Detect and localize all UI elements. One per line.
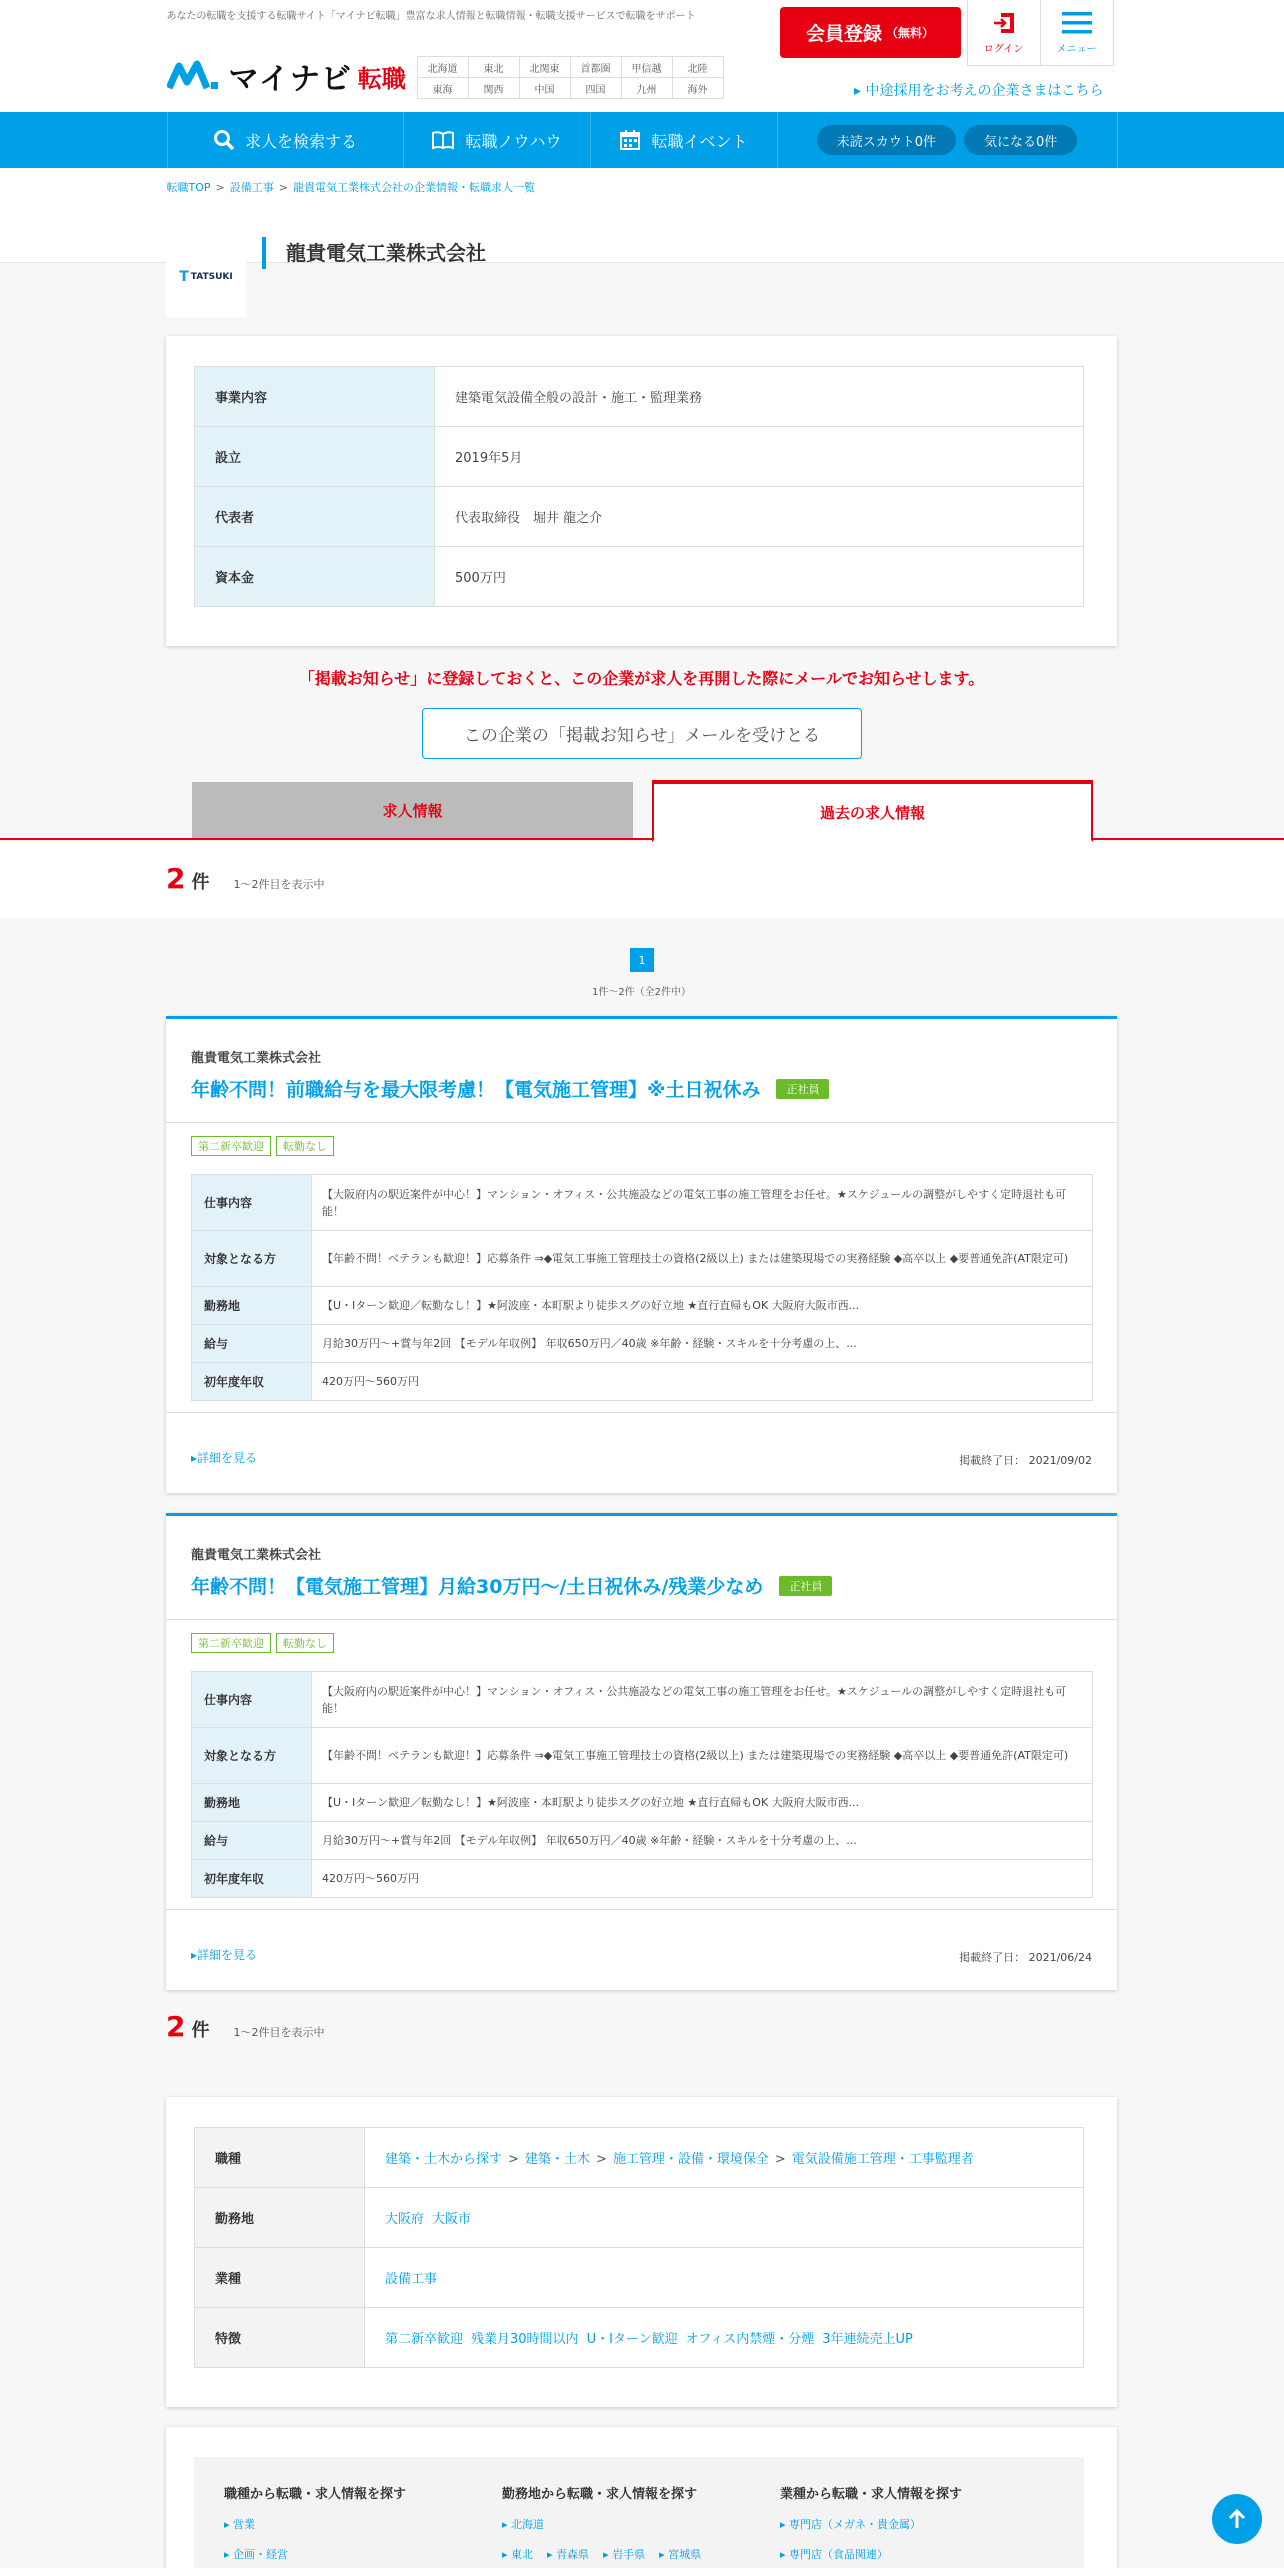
count-number: 2 — [166, 2010, 186, 2043]
job-row-label: 仕事内容 — [192, 1672, 312, 1728]
company-logo-text: TATSUKI — [190, 272, 233, 282]
job-detail-label: 詳細を見る — [197, 1948, 258, 1962]
login-label: ログイン — [983, 44, 1024, 55]
result-count — [166, 862, 324, 895]
area-link[interactable]: 四国 — [570, 78, 621, 99]
count-number: 2 — [166, 862, 186, 895]
notify-mail-button[interactable]: この企業の「掲載お知らせ」メールを受けとる — [422, 708, 862, 759]
footer-link[interactable]: ▸ 東北 — [502, 2548, 534, 2561]
occupation-link[interactable]: 建築・土木 — [524, 2152, 590, 2167]
info-label: 代表者 — [195, 487, 435, 547]
info-value: 建築電気設備全般の設計・施工・監理業務 — [435, 367, 1084, 427]
attr-label: 特徴 — [195, 2308, 365, 2368]
job-title-text: 年齢不問！前職給与を最大限考慮！【電気施工管理】※土日祝休み — [191, 1079, 761, 1101]
footer-link-label: 専門店（メガネ・貴金属） — [789, 2518, 922, 2531]
tab-current-jobs[interactable]: 求人情報 — [192, 782, 633, 838]
count-sub: 1〜2件目を表示中 — [233, 878, 325, 891]
register-label: 会員登録 — [805, 23, 882, 45]
breadcrumb-current[interactable]: 龍貴電気工業株式会社の企業情報・転職求人一覧 — [292, 181, 535, 194]
job-tag: 転勤なし — [276, 1633, 334, 1653]
job-card — [166, 1016, 1117, 1493]
nav-knowhow-label: 転職ノウハウ — [465, 131, 562, 151]
job-row-value: 月給30万円〜+賞与年2回 【モデル年収例】 年収650万円／40歳 ※年齢・経験・スキルを十分考慮の上、... — [312, 1822, 1093, 1860]
location-link[interactable]: 大阪市 — [432, 2212, 472, 2227]
footer-col-title: 業種から転職・求人情報を探す — [780, 2487, 963, 2502]
feature-link[interactable]: U・Iターン歓迎 — [586, 2332, 678, 2347]
footer-col-industry — [780, 2483, 962, 2562]
logo-text: マイナビ — [228, 62, 352, 97]
footer-search-box — [166, 2427, 1117, 2568]
job-row-value: 【U・Iターン歓迎／転勤なし！】★阿波座・本町駅より徒歩スグの好立地 ★直行直帰もOK 大阪府大阪市西... — [312, 1287, 1093, 1325]
footer-link[interactable]: ▸ 専門店（メガネ・貴金属） — [780, 2518, 922, 2531]
job-row-label: 仕事内容 — [192, 1175, 312, 1231]
attr-features — [365, 2308, 1084, 2368]
job-row-value: 420万円～560万円 — [312, 1860, 1093, 1898]
job-detail-table — [191, 1174, 1093, 1401]
job-row-label: 勤務地 — [192, 1784, 312, 1822]
footer-col-location — [502, 2483, 715, 2562]
footer-link[interactable]: ▸ 企画・経営 — [224, 2548, 289, 2561]
industry-link[interactable]: 設備工事 — [385, 2272, 438, 2287]
area-link[interactable]: 関西 — [468, 78, 519, 99]
job-detail-label: 詳細を見る — [197, 1451, 258, 1465]
job-row-label: 給与 — [192, 1822, 312, 1860]
info-value: 2019年5月 — [435, 427, 1084, 487]
site-tagline: あなたの転職を支援する転職サイト「マイナビ転職」豊富な求人情報と転職情報・転職支援サービスで転職をサポート — [166, 11, 696, 22]
job-company: 龍貴電気工業株式会社 — [191, 1051, 322, 1066]
occupation-link[interactable]: 施工管理・設備・環境保全 — [612, 2152, 769, 2167]
job-detail-link[interactable]: ▸詳細を見る — [191, 1451, 258, 1465]
feature-link[interactable]: 第二新卒歓迎 — [385, 2332, 464, 2347]
footer-link[interactable]: ▸ 営業 — [224, 2518, 256, 2531]
job-row-value: 420万円～560万円 — [312, 1363, 1093, 1401]
attr-location — [365, 2188, 1084, 2248]
pager-sub: 1件〜2件（全2件中） — [591, 987, 692, 998]
job-row-value: 【大阪府内の駅近案件が中心！】マンション・オフィス・公共施設などの電気工事の施工管理をお任せ。★スケジュールの調整がしやすく定時退社も可能！ — [312, 1175, 1093, 1231]
corporate-link[interactable]: ▸ 中途採用をお考えの企業さまはこちら — [854, 83, 1104, 99]
footer-link[interactable]: ▸ 北海道 — [502, 2518, 545, 2531]
location-link[interactable]: 大阪府 — [385, 2212, 425, 2227]
footer-link[interactable]: ▸ 青森県 — [547, 2548, 590, 2561]
scout-count-button[interactable]: 未読スカウト0件 — [817, 125, 956, 155]
info-value: 500万円 — [435, 547, 1084, 607]
job-attributes-table — [194, 2127, 1084, 2368]
count-sub: 1〜2件目を表示中 — [233, 2026, 325, 2039]
footer-col-occupation — [224, 2483, 406, 2562]
job-title-text: 年齢不問！【電気施工管理】月給30万円～/土日祝休み/残業少なめ — [191, 1576, 764, 1598]
footer-search-panel — [194, 2457, 1084, 2568]
footer-link-label: 専門店（食品関連） — [789, 2548, 889, 2561]
tab-past-jobs[interactable]: 過去の求人情報 — [652, 780, 1093, 842]
breadcrumb-industry[interactable]: 設備工事 — [229, 181, 274, 194]
job-attributes-box — [166, 2097, 1117, 2407]
job-end-date: 掲載終了日： 2021/06/24 — [959, 1951, 1092, 1964]
job-row-value: 月給30万円〜+賞与年2回 【モデル年収例】 年収650万円／40歳 ※年齢・経験・スキルを十分考慮の上、... — [312, 1325, 1093, 1363]
job-row-label: 初年度年収 — [192, 1363, 312, 1401]
info-label: 設立 — [195, 427, 435, 487]
attr-occupation: 建築・土木から探す > 建築・土木 > 施工管理・設備・環境保全 > 電気設備施工管理・工事監理者 — [365, 2128, 1084, 2188]
register-sub: （無料） — [886, 26, 935, 40]
notice-text: 「掲載お知らせ」に登録しておくと、この企業が求人を再開した際にメールでお知らせします。 — [298, 669, 985, 688]
employment-badge: 正社員 — [779, 1576, 832, 1596]
favorite-count-button[interactable]: 気になる0件 — [964, 125, 1077, 155]
footer-col-title: 勤務地から転職・求人情報を探す — [502, 2487, 698, 2502]
feature-link[interactable]: 3年連続売上UP — [822, 2332, 913, 2347]
job-detail-link[interactable]: ▸詳細を見る — [191, 1948, 258, 1962]
breadcrumb: 転職TOP > 設備工事 > 龍貴電気工業株式会社の企業情報・転職求人一覧 — [166, 181, 535, 194]
occupation-link[interactable]: 電気設備施工管理・工事監理者 — [791, 2152, 974, 2167]
job-tags — [191, 1136, 339, 1156]
area-link[interactable]: 北関東 — [519, 57, 570, 78]
job-row-value: 【年齢不問！ベテランも歓迎！】応募条件 ⇒◆電気工事施工管理技士の資格(2級以上) または建築現場での実務経験 ◆高卒以上 ◆要普通免許(AT限定可) — [312, 1231, 1093, 1287]
menu-label: メニュー — [1056, 44, 1097, 55]
area-link[interactable]: 北海道 — [417, 57, 468, 78]
logo-sub: 転職 — [357, 64, 406, 93]
attr-label: 勤務地 — [195, 2188, 365, 2248]
result-count-bottom — [166, 2010, 324, 2043]
job-tags — [191, 1633, 339, 1653]
nav-event-label: 転職イベント — [651, 131, 748, 151]
footer-link[interactable]: ▸ 宮城県 — [659, 2548, 702, 2561]
job-row-label: 給与 — [192, 1325, 312, 1363]
job-row-label: 初年度年収 — [192, 1860, 312, 1898]
footer-link-label: 宮城県 — [668, 2548, 702, 2561]
area-link[interactable]: 海外 — [672, 78, 723, 99]
count-unit: 件 — [191, 872, 210, 893]
attr-label: 職種 — [195, 2128, 365, 2188]
job-tag: 転勤なし — [276, 1136, 334, 1156]
job-row-label: 勤務地 — [192, 1287, 312, 1325]
job-row-label: 対象となる方 — [192, 1728, 312, 1784]
attr-industry — [365, 2248, 1084, 2308]
job-row-value: 【大阪府内の駅近案件が中心！】マンション・オフィス・公共施設などの電気工事の施工管理をお任せ。★スケジュールの調整がしやすく定時退社も可能！ — [312, 1672, 1093, 1728]
job-row-value: 【年齢不問！ベテランも歓迎！】応募条件 ⇒◆電気工事施工管理技士の資格(2級以上) または建築現場での実務経験 ◆高卒以上 ◆要普通免許(AT限定可) — [312, 1728, 1093, 1784]
arrow-up-icon — [1226, 2508, 1248, 2530]
company-logo: T TATSUKI — [166, 237, 246, 317]
breadcrumb-top[interactable]: 転職TOP — [166, 181, 211, 194]
job-detail-table — [191, 1671, 1093, 1898]
nav-search-label: 求人を検索する — [244, 131, 357, 151]
footer-link-label: 営業 — [233, 2518, 256, 2531]
area-link[interactable]: 北陸 — [672, 57, 723, 78]
footer-link-label: 北海道 — [511, 2518, 545, 2531]
job-end-date: 掲載終了日： 2021/09/02 — [959, 1454, 1092, 1467]
job-tag: 第二新卒歓迎 — [191, 1633, 271, 1653]
job-row-value: 【U・Iターン歓迎／転勤なし！】★阿波座・本町駅より徒歩スグの好立地 ★直行直帰もOK 大阪府大阪市西... — [312, 1784, 1093, 1822]
area-link[interactable]: 甲信越 — [621, 57, 672, 78]
footer-link-label: 東北 — [511, 2548, 534, 2561]
job-title[interactable] — [191, 1075, 829, 1102]
job-card — [166, 1513, 1117, 1990]
area-link[interactable]: 東北 — [468, 57, 519, 78]
corporate-link-label: 中途採用をお考えの企業さまはこちら — [865, 83, 1104, 99]
job-title[interactable] — [191, 1572, 832, 1599]
occupation-link[interactable]: 建築・土木から探す — [385, 2152, 503, 2167]
job-row-label: 対象となる方 — [192, 1231, 312, 1287]
footer-link-row — [502, 2532, 715, 2562]
job-tag: 第二新卒歓迎 — [191, 1136, 271, 1156]
footer-link-label: 青森県 — [556, 2548, 590, 2561]
feature-link[interactable]: オフィス内禁煙・分煙 — [685, 2332, 815, 2347]
footer-link-label: 企画・経営 — [233, 2548, 289, 2561]
info-value: 代表取締役 堀井 龍之介 — [435, 487, 1084, 547]
area-link[interactable]: 東海 — [417, 78, 468, 99]
feature-link[interactable]: 残業月30時間以内 — [471, 2332, 579, 2347]
info-label: 事業内容 — [195, 367, 435, 427]
back-to-top-button[interactable] — [1212, 2494, 1262, 2544]
pager-page-1[interactable]: 1 — [630, 948, 654, 972]
employment-badge: 正社員 — [776, 1079, 829, 1099]
footer-link[interactable]: ▸ 専門店（食品関連） — [780, 2548, 889, 2561]
footer-link-label: 岩手県 — [612, 2548, 646, 2561]
footer-link[interactable]: ▸ 岩手県 — [603, 2548, 646, 2561]
attr-label: 業種 — [195, 2248, 365, 2308]
info-label: 資本金 — [195, 547, 435, 607]
job-company: 龍貴電気工業株式会社 — [191, 1548, 322, 1563]
area-link[interactable]: 九州 — [621, 78, 672, 99]
company-name: 龍貴電気工業株式会社 — [262, 237, 486, 269]
area-link[interactable]: 中国 — [519, 78, 570, 99]
footer-col-title: 職種から転職・求人情報を探す — [224, 2487, 407, 2502]
area-link[interactable]: 首都圏 — [570, 57, 621, 78]
count-unit: 件 — [191, 2020, 210, 2041]
